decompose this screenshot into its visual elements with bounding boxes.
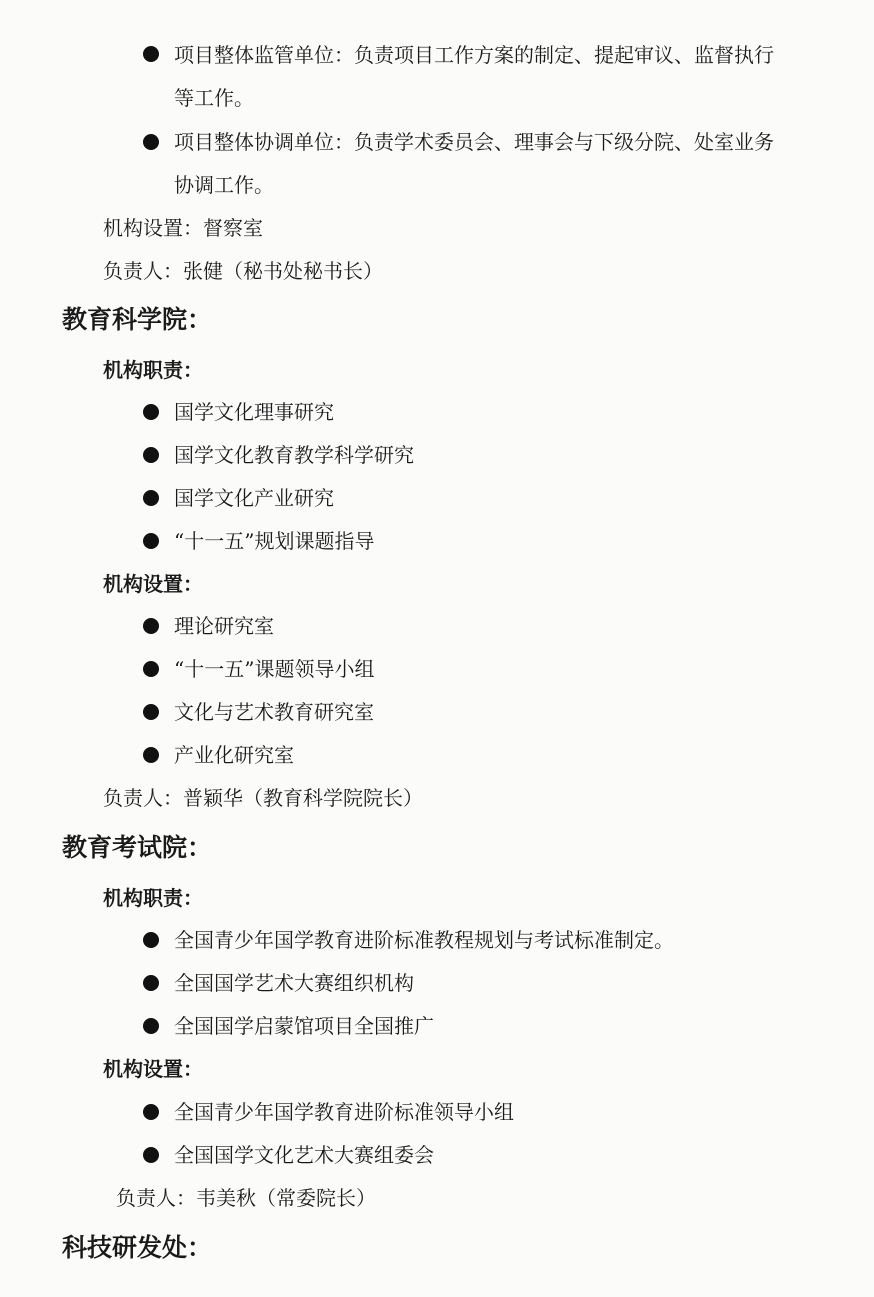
bullet-dot: [143, 447, 159, 463]
intro-head: 负责人：张健（秘书处秘书长）: [103, 259, 383, 283]
bullet-dot: [143, 46, 159, 62]
bullet-dot: [143, 490, 159, 506]
section-2-title: 教育考试院：: [62, 833, 213, 862]
section-2-setup-label: 机构设置：: [103, 1057, 203, 1081]
intro-bullet-1-line-1: 项目整体监管单位：负责项目工作方案的制定、提起审议、监督执行: [174, 43, 774, 67]
bullet-dot: [143, 1018, 159, 1034]
section-1-duty-2: 国学文化教育教学科学研究: [174, 443, 414, 467]
bullet-dot: [143, 661, 159, 677]
section-1-duty-4: “十一五”规划课题指导: [174, 529, 375, 553]
intro-bullet-2-line-1: 项目整体协调单位：负责学术委员会、理事会与下级分院、处室业务: [174, 130, 774, 154]
section-1-head: 负责人：普颖华（教育科学院院长）: [103, 786, 423, 810]
bullet-dot: [143, 404, 159, 420]
bullet-dot: [143, 704, 159, 720]
bullet-dot: [143, 134, 159, 150]
bullet-dot: [143, 1104, 159, 1120]
section-1-duty-3: 国学文化产业研究: [174, 486, 334, 510]
bullet-dot: [143, 975, 159, 991]
section-1-title: 教育科学院：: [62, 305, 213, 334]
intro-bullet-1-line-2: 等工作。: [174, 86, 254, 110]
intro-bullet-2-line-2: 协调工作。: [174, 173, 274, 197]
section-1-setup-3: 文化与艺术教育研究室: [174, 700, 374, 724]
bullet-dot: [143, 533, 159, 549]
bullet-dot: [143, 618, 159, 634]
section-2-duty-2: 全国国学艺术大赛组织机构: [174, 971, 414, 995]
section-2-duties-label: 机构职责：: [103, 886, 203, 910]
bullet-dot: [143, 747, 159, 763]
section-1-setup-4: 产业化研究室: [174, 743, 294, 767]
section-3-title: 科技研发处：: [62, 1233, 213, 1262]
section-2-head: 负责人：韦美秋（常委院长）: [116, 1186, 376, 1210]
section-2-setup-1: 全国青少年国学教育进阶标准领导小组: [174, 1100, 514, 1124]
section-1-duties-label: 机构职责：: [103, 358, 203, 382]
intro-setup: 机构设置：督察室: [103, 216, 263, 240]
section-2-setup-2: 全国国学文化艺术大赛组委会: [174, 1143, 434, 1167]
section-1-setup-2: “十一五”课题领导小组: [174, 657, 375, 681]
bullet-dot: [143, 1147, 159, 1163]
section-2-duty-3: 全国国学启蒙馆项目全国推广: [174, 1014, 434, 1038]
section-1-setup-1: 理论研究室: [174, 614, 274, 638]
bullet-dot: [143, 932, 159, 948]
section-1-duty-1: 国学文化理事研究: [174, 400, 334, 424]
section-2-duty-1: 全国青少年国学教育进阶标准教程规划与考试标准制定。: [174, 928, 674, 952]
section-1-setup-label: 机构设置：: [103, 572, 203, 596]
